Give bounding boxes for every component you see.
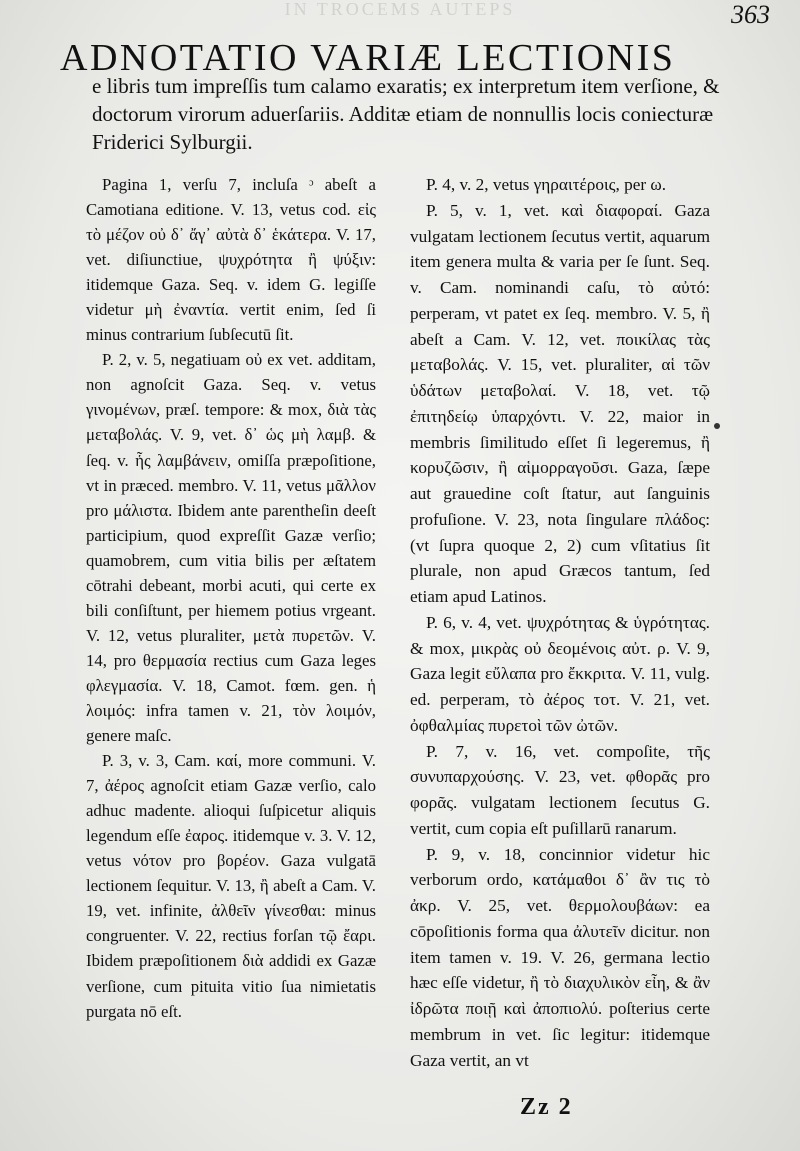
paragraph-p9: P. 9, v. 18, concinnior videtur hic verborum ordo, κατάμαθοι δ᾽ ἂν τις τὸ ἀκρ. V. 25, vet. θερμολουβάων: ea cōpoſitionis forma qua ἀλυτεῖν dicitur. non item tamen v. 19. V. 26, germana lectio hæc eſſe videtur, ἢ τὸ διαχυλικὸν εἶη, & ἂν ἰδρῶτα ποιῇ καὶ ἀποπιολύ. poſterius certe membrum in vet. ſic legitur: itidemque Gaza vertit, an vt (410, 844, 710, 1070)
paragraph-p4: P. 4, v. 2, vetus γηραιτέροις, per ω. (426, 175, 667, 194)
page-subheading: e libris tum impreſſis tum calamo exaratis; ex interpretum item verſione, & doctorum virorum aduerſariis. Additæ etiam de nonnullis locis coniecturæ Friderici Sylburgii. (92, 74, 720, 154)
paragraph-p3: P. 3, v. 3, Cam. καί, more communi. V. 7, ἀέρος agnoſcit etiam Gazæ verſio, calo adhuc madente. alioqui ſuſpicetur aliquis legendum eſſe ἐαρος. itidemque v. 3. V. 12, vetus νότον pro βορέον. Gaza vulgatā lectionem ſequitur. V. 13, ἢ abeſt a Cam. V. 19, vet. infinite, ἀλθεῖν γίνεσθαι: minus congruenter. V. 22, rectius forſan τῷ ἔαρι. Ibidem præpoſitionem διὰ addidi ex Gazæ verſione, cum pituita vitio ſua nimietatis purgata nō eſt. (86, 751, 376, 1021)
paragraph-p6: P. 6, v. 4, vet. ψυχρότητας & ὑγρότητας. & mox, μικρὰς οὐ δεομένοις αὐτ. ρ. V. 9, Gaza legit εὔλαπα pro ἔκκριτα. V. 11, vulg. ed. perperam, τὸ ἀέρος τοτ. V. 21, vet. ὀφθαλμίας πυρετοὶ τῶν ὠτῶν. (410, 612, 710, 735)
left-column (86, 172, 376, 1024)
page-number: 363 (731, 0, 770, 29)
ink-spot (714, 423, 720, 429)
paragraph-p2: P. 2, v. 5, negatiuam οὐ ex vet. additam, non agnoſcit Gaza. Seq. v. vetus γινομένων, præſ. tempore: & mox, διὰ τὰς μεταβολάς. V. 9, vet. δ᾽ ὡς μὴ λαμβ. & ſeq. v. ἧς λαμβάνειν, omiſſa præpoſitione, vt in præced. membro. V. 11, vetus μᾶλλον pro μάλιστα. Ibidem ante parentheſin deeſt participium, quod expreſſit Gazæ verſio; quamobrem, cum vitia bilis per æſtatem cōtrahi debeant, morbi acuti, qui certe ex bili conſiſtunt, per hiemem potius vrgeant. V. 12, vetus pluraliter, μετὰ πυρετῶν. V. 14, pro θερμασία rectius cum Gaza leges φλεγμασία. V. 18, Camot. fœm. gen. ἡ λοιμός: infra tamen v. 21, τὸν λοιμόν, genere maſc. (86, 350, 376, 746)
page-heading: ADNOTATIO VARIÆ LECTIONIS (60, 37, 676, 79)
right-column (410, 172, 710, 1073)
signature-mark: Zz 2 (520, 1094, 573, 1120)
bleed-through-text: IN TROCEMS AUTEPS (284, 0, 516, 19)
paragraph-p7: P. 7, v. 16, vet. compoſite, τῆς συνυπαρχούσης. V. 23, vet. φθορᾶς pro φορᾶς. vulgatam lectionem ſecutus G. vertit, cum copia eſt puſillarū ranarum. (410, 741, 710, 838)
paragraph-p5: P. 5, v. 1, vet. καὶ διαφοραί. Gaza vulgatam lectionem ſecutus vertit, aquarum item genera multa & varia per ſe ſunt. Seq. v. Cam. nominandi caſu, τὸ αὐτό: perperam, vt patet ex ſeq. membro. V. 5, ἢ abeſt a Cam. V. 12, vet. ποικίλας τὰς μεταβολάς. V. 15, vet. pluraliter, αἱ τῶν ὑδάτων μεταβολαί. V. 18, vet. τῷ ἐπιτηδείῳ ὑπαρχόντι. V. 22, maior in membris ſimilitudo eſſet ſi legeremus, ἢ κορυζῶσιν, ἢ αἱμορραγοῦσι. Gaza, ſæpe aut grauedine coſt ſtatur, aut ſanguinis profuſione. V. 23, nota ſingulare πλάδος: (vt ſupra quoque 2, 2) cum vſitatius ſit plurale, non apud Græcos tantum, ſed etiam apud Latinos. (410, 200, 710, 606)
paragraph-p1: Pagina 1, verſu 7, incluſa ᵓ abeſt a Camotiana editione. V. 13, vetus cod. εἰς τὸ μέζον οὐ δ᾽ ἄγ᾽ αὐτὰ δ᾽ ἑκάτερα. V. 17, vet. diſiunctiue, ψυχρότητα ἢ ψύξιν: itidemque Gaza. Seq. v. idem G. legiſſe videtur μὴ ἐναντία. vertit enim, ſed ſi minus contrarium ſubſecutū ſit. (86, 175, 376, 345)
